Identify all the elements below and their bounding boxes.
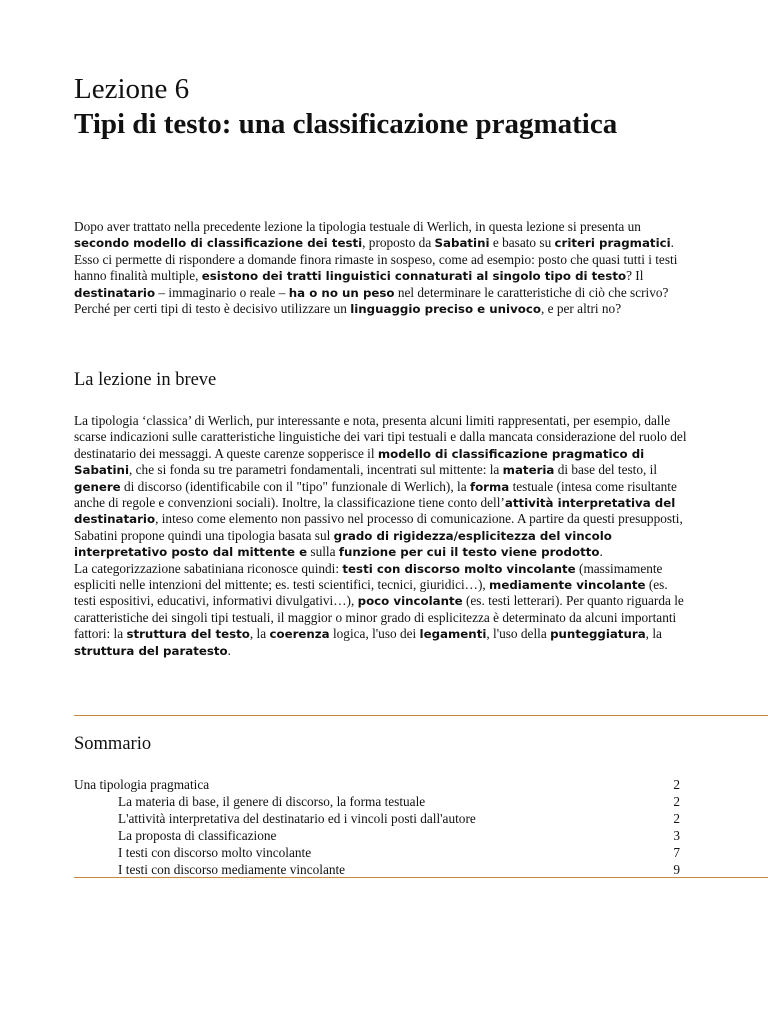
toc-entry[interactable] (74, 861, 680, 878)
brief-paragraph (74, 413, 690, 659)
toc-entry-title: La proposta di classificazione (118, 828, 277, 843)
text-run: , che si fonda su tre parametri fondamentali, incentrati sul mittente: la (129, 462, 503, 478)
toc-page-number: 3 (673, 828, 680, 843)
brief-heading: La lezione in breve (74, 370, 217, 390)
text-run: , l'uso della (486, 626, 551, 642)
bold-phrase: linguaggio preciso e univoco (350, 302, 541, 317)
toc-entry[interactable] (74, 810, 680, 827)
toc-divider (74, 877, 768, 878)
bold-phrase: grado di rigidezza/esplicitezza del vincolo interpretativo posto dal mittente e (74, 528, 612, 560)
text-run: Dopo aver trattato nella precedente lezione la tipologia testuale di Werlich, in questa lezione si presenta un (74, 219, 641, 234)
bold-phrase: materia (502, 463, 555, 478)
text-run: . Esso ci permette di rispondere a domande finora rimaste in sospeso, come ad esempio: posto che quasi tutti i testi hanno finalità multiple, (74, 235, 678, 284)
bold-phrase: punteggiatura (550, 627, 646, 642)
text-run: – immaginario o reale – (155, 284, 289, 300)
toc-page-number: 2 (673, 777, 680, 792)
text-run: logica, l'uso dei (329, 626, 420, 642)
text-run: (es. testi letterari). Per quanto riguarda le caratteristiche dei singoli tipi testuali, il maggior o minor grado di esplicitezza è determinato da alcuni importanti fattori: la (74, 593, 684, 642)
section-divider (74, 715, 768, 716)
text-run: . (227, 642, 231, 658)
bold-phrase: genere (74, 479, 121, 494)
toc-entry[interactable] (74, 827, 680, 844)
text-run: , la (249, 626, 270, 642)
toc-entry[interactable] (74, 776, 680, 793)
bold-phrase: forma (469, 479, 510, 494)
toc-entry[interactable] (74, 793, 680, 810)
bold-phrase: mediamente vincolante (489, 578, 646, 593)
text-run: , e per altri no? (541, 301, 622, 317)
toc-page-number: 2 (673, 794, 680, 809)
toc-page-number: 2 (673, 811, 680, 826)
text-run: nel determinare le caratteristiche di ciò che scrivo? Perché per certi tipi di testo è decisivo utilizzare un (74, 284, 669, 317)
toc-entry-title: L'attività interpretativa del destinatario ed i vincoli posti dall'autore (118, 811, 476, 826)
bold-phrase: attività interpretativa del destinatario (74, 496, 676, 527)
text-run: di base del testo, il (554, 462, 658, 478)
text-run: ? Il (626, 268, 644, 284)
bold-phrase: esistono dei tratti linguistici connaturati al singolo tipo di testo (201, 269, 627, 284)
text-run: . (599, 544, 603, 560)
summary-heading: Sommario (74, 734, 152, 754)
text-run: di discorso (identificabile con il "tipo" funzionale di Werlich), la (120, 478, 470, 494)
toc-entry-title: I testi con discorso molto vincolante (118, 845, 312, 860)
toc-entry-title: I testi con discorso mediamente vincolante (118, 862, 346, 877)
bold-phrase: struttura del paratesto (74, 643, 228, 658)
bold-phrase: criteri pragmatici (554, 236, 671, 251)
bold-phrase: testi con discorso molto vincolante (342, 561, 576, 576)
toc-entry[interactable] (74, 844, 680, 861)
text-run: (massimamente espliciti nelle intenzioni del mittente; es. testi scientifici, tecnici, giuridici…), (74, 560, 663, 593)
text-run: e basato su (489, 235, 555, 251)
bold-phrase: struttura del testo (126, 627, 250, 642)
text-run: testuale (intesa come risultante anche di regole e convenzioni sociali). Inoltre, la classificazione tiene conto dell’ (74, 478, 677, 511)
bold-phrase: secondo modello di classificazione dei testi (74, 236, 363, 251)
text-run: La tipologia ‘classica’ di Werlich, pur interessante e nota, presenta alcuni limiti rappresentati, per esempio, dalle scarse indicazioni sulle caratteristiche linguistiche dei vari tipi testuali e dalla mancata considerazione del ruolo del destinatario dei messaggi. A queste carenze sopperisce il (74, 413, 687, 461)
intro-paragraph (74, 219, 690, 317)
text-run: , la (645, 626, 662, 642)
text-run: sulla (307, 544, 339, 560)
page-title: Tipi di testo: una classificazione pragmatica (74, 108, 618, 140)
text-run: , proposto da (362, 235, 435, 251)
bold-phrase: Sabatini (434, 236, 490, 251)
bold-phrase: ha o no un peso (288, 285, 395, 300)
bold-phrase: funzione per cui il testo viene prodotto (338, 545, 600, 560)
toc-entry-title: La materia di base, il genere di discorso, la forma testuale (118, 794, 426, 809)
text-run: (es. testi espositivi, educativi, informativi divulgativi…), (74, 577, 668, 609)
lesson-number: Lezione 6 (74, 73, 190, 105)
bold-phrase: destinatario (74, 285, 156, 300)
toc-page-number: 9 (673, 862, 680, 877)
bold-phrase: legamenti (419, 627, 487, 642)
toc-page-number: 7 (673, 845, 680, 860)
toc-entry-title: Una tipologia pragmatica (74, 777, 210, 792)
bold-phrase: poco vincolante (357, 594, 463, 609)
bold-phrase: modello di classificazione pragmatico di Sabatini (74, 446, 645, 478)
text-run: , inteso come elemento non passivo nel processo di comunicazione. A partire da questi presupposti, Sabatini propone quindi una tipologia basata sul (74, 511, 683, 543)
bold-phrase: coerenza (269, 627, 330, 642)
text-run: La categorizzazione sabatiniana riconosce quindi: (74, 560, 343, 576)
table-of-contents (74, 776, 680, 878)
